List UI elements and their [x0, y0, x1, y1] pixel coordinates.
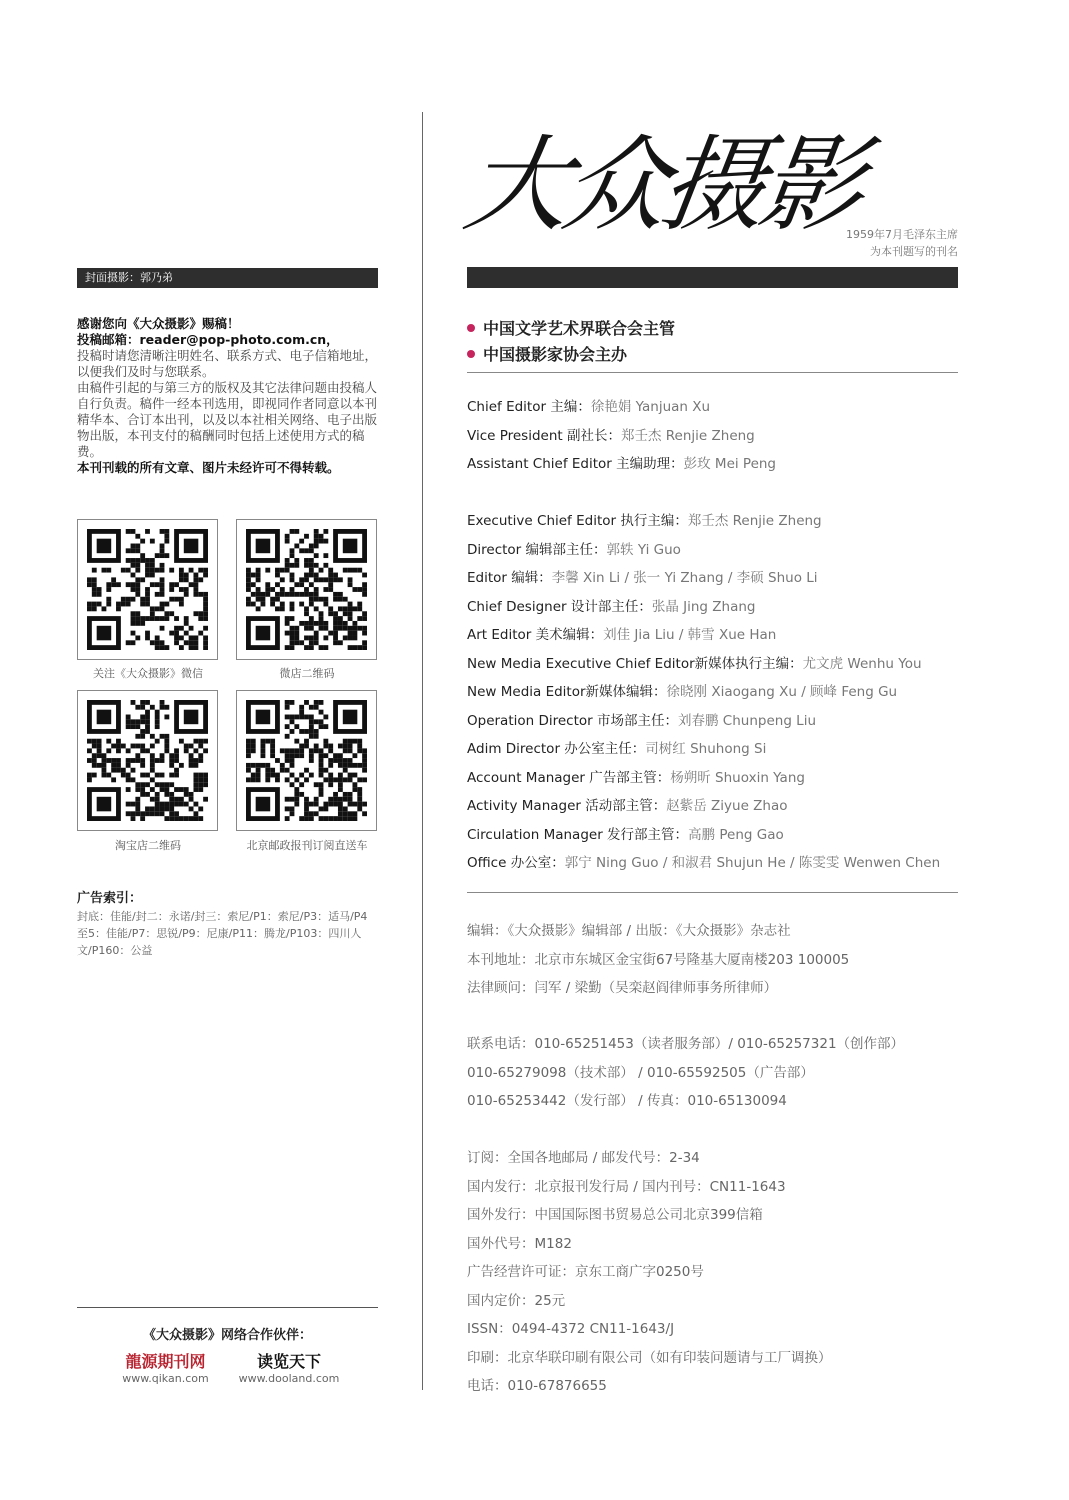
- qr-code-weidian[interactable]: [236, 519, 377, 660]
- info-row: 国内发行：北京报刊发行局 / 国内刊号：CN11-1643: [467, 1178, 786, 1195]
- info-row: 法律顾问：闫军 / 梁勤（吴栾赵阎律师事务所律师）: [467, 980, 778, 996]
- staff-row: [467, 737, 766, 757]
- ad-index-title: 广告索引：: [77, 891, 143, 906]
- staff-role: Chief Designer 设计部主任：: [467, 598, 652, 615]
- staff-role: Account Manager 广告部主管：: [467, 769, 671, 786]
- staff-row: [467, 766, 805, 786]
- staff-row: [467, 623, 776, 643]
- staff-role: Vice President 副社长：: [467, 427, 621, 444]
- qr-caption: 微店二维码: [279, 667, 335, 680]
- submission-notice: [77, 316, 378, 476]
- staff-row: [467, 595, 756, 615]
- staff-role: New Media Executive Chief Editor新媒体执行主编：: [467, 655, 803, 672]
- staff-role: Assistant Chief Editor 主编助理：: [467, 456, 684, 472]
- staff-names: 尤文虎 Wenhu You: [802, 655, 922, 672]
- partner-dooland[interactable]: [238, 1349, 340, 1385]
- staff-names: 郭轶 Yi Guo: [606, 541, 681, 558]
- info-row: 联系电话：010-65251453（读者服务部）/ 010-65257321（创作部）: [467, 1036, 905, 1052]
- bullet-icon: [467, 324, 475, 332]
- info-row: 编辑：《大众摄影》编辑部 / 出版：《大众摄影》杂志社: [467, 923, 791, 939]
- staff-row: [467, 680, 897, 700]
- ad-index-text: 封底：佳能/封二：永诺/封三：索尼/P1：索尼/P3：适马/P4至5：佳能/P7：思锐/P9：尼康/P11：腾龙/P103：四川人文/P160：公益: [77, 910, 368, 957]
- copyright-notice: 由稿件引起的与第三方的版权及其它法律问题由投稿人自行负责。稿件一经本刊选用，即视同作者同意以本刊精华本、合订本出刊，以及以本社相关网络、电子出版物出版，本刊支付的稿酬同时包括上述使用方式的稿费。: [77, 380, 378, 459]
- submission-instructions: 投稿时请您清晰注明姓名、联系方式、电子信箱地址，以便我们及时与您联系。: [77, 348, 378, 379]
- reprint-notice: 本刊刊载的所有文章、图片未经许可不得转载。: [77, 460, 340, 475]
- staff-role: New Media Editor新媒体编辑：: [467, 684, 667, 700]
- masthead-bar: [467, 267, 958, 288]
- info-row: 010-65253442（发行部） / 传真：010-65130094: [467, 1093, 787, 1109]
- qikan-logo: 龍源期刊网: [125, 1352, 206, 1371]
- divider: [467, 372, 958, 373]
- masthead-note-line: 1959年7月毛泽东主席: [846, 228, 958, 241]
- staff-names: 杨朔昕 Shuoxin Yang: [670, 769, 805, 786]
- staff-names: 赵紫岳 Ziyue Zhao: [666, 798, 788, 814]
- qr-caption: 淘宝店二维码: [115, 839, 181, 852]
- staff-names: 徐晓刚 Xiaogang Xu / 顾峰 Feng Gu: [666, 684, 898, 700]
- qr-code-taobao[interactable]: [77, 690, 218, 831]
- info-row: 国外发行：中国国际图书贸易总公司北京399信箱: [467, 1207, 763, 1223]
- thanks-line: 感谢您向《大众摄影》赐稿！: [77, 316, 240, 331]
- staff-role: Circulation Manager 发行部主管：: [467, 826, 689, 843]
- staff-row: [467, 566, 818, 586]
- staff-role: Editor 编辑：: [467, 570, 552, 586]
- org-text: 中国文学艺术界联合会主管: [483, 319, 676, 338]
- submission-email: 投稿邮箱：reader@pop-photo.com.cn，: [77, 332, 339, 347]
- staff-names: 郑壬杰 Renjie Zheng: [620, 427, 755, 444]
- staff-row: [467, 424, 755, 444]
- staff-names: 徐艳娟 Yanjuan Xu: [590, 399, 711, 415]
- staff-names: 郑壬杰 Renjie Zheng: [687, 513, 822, 529]
- info-row: 本刊地址：北京市东城区金宝街67号隆基大厦南楼203 100005: [467, 951, 850, 968]
- staff-names: 李馨 Xin Li / 张一 Yi Zhang / 李硕 Shuo Li: [551, 570, 818, 586]
- qr-caption: 关注《大众摄影》微信: [93, 667, 203, 680]
- info-row: 国外代号：M182: [467, 1235, 572, 1252]
- info-row: 印刷：北京华联印刷有限公司（如有印装问题请与工厂调换）: [467, 1349, 832, 1366]
- staff-names: 彭玫 Mei Peng: [683, 456, 777, 472]
- staff-row: [467, 851, 940, 871]
- staff-row: [467, 452, 776, 472]
- org-supervisor: [467, 316, 675, 339]
- divider: [77, 1307, 378, 1308]
- staff-role: Director 编辑部主任：: [467, 541, 607, 558]
- cover-credit-bar: 封面摄影：郭乃弟: [77, 268, 378, 288]
- staff-row: [467, 538, 681, 558]
- bullet-icon: [467, 350, 475, 358]
- staff-role: Office 办公室：: [467, 855, 565, 871]
- staff-names: 高鹏 Peng Gao: [688, 826, 784, 843]
- staff-row: [467, 823, 784, 843]
- qr-code-post-subscription[interactable]: [236, 690, 377, 831]
- info-row: 广告经营许可证：京东工商广字0250号: [467, 1264, 704, 1280]
- staff-names: 张晶 Jing Zhang: [651, 598, 756, 615]
- masthead-note: [846, 226, 958, 260]
- info-row: 010-65279098（技术部） / 010-65592505（广告部）: [467, 1064, 814, 1081]
- masthead-title: 大众摄影: [457, 124, 867, 246]
- staff-row: [467, 509, 822, 529]
- info-row: 电话：010-67876655: [467, 1378, 607, 1394]
- org-text: 中国摄影家协会主办: [483, 345, 628, 364]
- staff-role: Operation Director 市场部主任：: [467, 712, 678, 729]
- staff-row: [467, 709, 816, 729]
- qr-code-wechat[interactable]: [77, 519, 218, 660]
- partner-url: www.qikan.com: [122, 1372, 209, 1385]
- staff-names: 郭宁 Ning Guo / 和淑君 Shujun He / 陈雯雯 Wenwen Chen: [564, 855, 941, 871]
- divider: [467, 892, 958, 893]
- qr-caption: 北京邮政报刊订阅直送车: [246, 839, 368, 852]
- masthead-note-line: 为本刊题写的刊名: [870, 245, 958, 258]
- partner-qikan[interactable]: [118, 1349, 213, 1385]
- dooland-logo: 读览天下: [256, 1352, 321, 1371]
- partners-title: 《大众摄影》网络合作伙伴：: [142, 1328, 312, 1343]
- staff-role: Art Editor 美术编辑：: [467, 627, 604, 643]
- org-sponsor: [467, 342, 627, 365]
- staff-role: Chief Editor 主编：: [467, 399, 591, 415]
- staff-row: [467, 652, 922, 672]
- staff-role: Executive Chief Editor 执行主编：: [467, 513, 688, 529]
- staff-role: Adim Director 办公室主任：: [467, 741, 646, 757]
- info-row: 国内定价：25元: [467, 1292, 566, 1309]
- info-row: ISSN：0494-4372 CN11-1643/J: [467, 1321, 675, 1337]
- staff-names: 司树红 Shuhong Si: [645, 741, 767, 757]
- column-divider: [422, 112, 423, 1390]
- staff-names: 刘春鹏 Chunpeng Liu: [678, 712, 817, 729]
- staff-row: [467, 395, 710, 415]
- partner-url: www.dooland.com: [238, 1372, 340, 1385]
- staff-names: 刘佳 Jia Liu / 韩雪 Xue Han: [603, 627, 777, 643]
- staff-row: [467, 794, 788, 814]
- info-row: 订阅：全国各地邮局 / 邮发代号：2-34: [467, 1150, 700, 1166]
- staff-role: Activity Manager 活动部主管：: [467, 798, 667, 814]
